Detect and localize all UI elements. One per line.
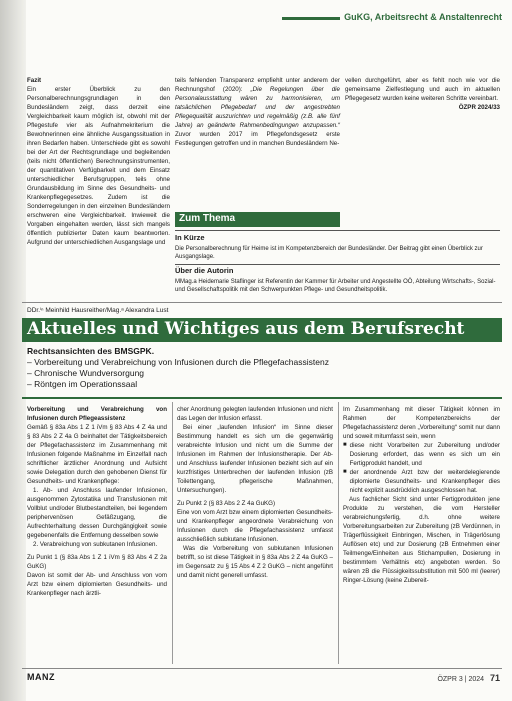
article-authors: DDr.ⁱⁿ Meinhild Hausreither/Mag.ᵃ Alexandra Lust: [27, 307, 169, 314]
bullet-icon: ■: [343, 469, 347, 475]
article-title: Aktuelles und Wichtiges aus dem Berufsrecht: [27, 319, 465, 339]
page-gutter-shadow: [0, 0, 26, 701]
body-column-1: [27, 405, 167, 598]
footer-rule: [22, 668, 502, 669]
subtitle-line: – Vorbereitung und Verabreichung von Infusionen durch die Pflegefachassistenz: [27, 357, 329, 367]
fazit-column: [27, 76, 170, 247]
col1-item-1: 1. Ab- und Anschluss laufender Infusionen, ausgenommen Zytostatika und Transfusionen mit Vollblut und/oder Blutbestandteilen, bei liegendem periphervenösen Gefäßzugang, die Aufrechterhaltung dessen Durchgängigkeit sowie gegebenenfalls die Entfernung desselben sowie: [27, 487, 167, 539]
publisher-logo: [27, 672, 55, 682]
col2-top-text1: teils fehlenden Transparenz empfiehlt unter anderem der Rechnungshof (2020):: [175, 77, 340, 93]
running-head: [282, 10, 502, 24]
kurz-rule: [175, 230, 500, 231]
bullet-icon: ■: [343, 442, 347, 448]
col2-paragraph-3: Eine von vom Arzt bzw einem diplomierten Gesundheits- und Krankenpfleger angeordnete Verabreichung von Infusionen durch die Pflegefachassistenz umfasst ausschließlich subkutane Infusionen.: [177, 509, 333, 543]
journal-issue: ÖZPR 3 | 2024: [437, 676, 485, 683]
col3-top-text: vellen durchgeführt, aber es fehlt noch wie vor die gemeinsame Zielfestlegung und auch im aktuellen Pflegegesetz wurden keine weiteren Schritte vereinbart.: [345, 77, 500, 102]
page-number: 71: [489, 673, 500, 683]
col2-paragraph-1: cher Anordnung gelegten laufenden Infusionen und nicht das Legen der Infusion erfasst.: [177, 406, 333, 422]
col3-paragraph-1: Im Zusammenhang mit dieser Tätigkeit können im Rahmen der Kompetenzbereichs der Pflegefachassistenz deren „Vorbereitung“ somit nur dann und soweit mitumfasst sein, wenn: [343, 406, 500, 440]
kurz-heading: In Kürze: [175, 233, 205, 242]
subtitle-line: – Röntgen im Operationssaal: [27, 379, 138, 389]
body-column-2: [177, 405, 333, 580]
list-item: [343, 441, 500, 468]
running-head-text: GuKG, Arbeitsrecht & Anstaltenrecht: [340, 12, 502, 22]
col3-top: [345, 76, 500, 112]
page-footer: [437, 673, 500, 683]
subtitle-line: – Chronische Wundversorgung: [27, 368, 145, 378]
col3-paragraph-2: Aus fachlicher Sicht sind unter Fertigprodukten jene Produkte zu verstehen, die vom Hersteller verabreichungsfertig, d.h. ohne weitere Vorbereitungsarbeiten zur Zubereitung (zB Verdünnen, in Trägerflüssigkeit Einbringen, Mischen, in Trägerlösung Auflösen etc) und zur Dosierung (zB Entnehmen einer Teilmenge/Einheiten aus Stichampullen, Dosierung in bestimmtem Verhältnis etc) angeboten werden. So wären zB die Flüssigkeitssubstitution mit 500 ml (leerer) Ringer-Lösung (keine Zubereit-: [343, 496, 500, 584]
zum-thema-label: Zum Thema: [175, 212, 340, 227]
col1-paragraph-1: Gemäß § 83a Abs 1 Z 1 iVm § 83 Abs 4 Z 4a und § 83 Abs 2 Z 4a G beinhaltet der Tätigkeitsbereich der Pflegefachassistenz im Zusammenhang mit Infusionen folgende Maßnahme im Einzelfall nach schriftlicher ärztlicher Anordnung und Aufsicht sowie Delegation durch den gehobenen Dienst für Gesundheits- und Krankenpflege:: [27, 424, 167, 485]
section-heading: Vorbereitung und Verabreichung von Infusionen durch Pflegeassistenz: [27, 406, 167, 422]
col3-bullet-2: der anordnende Arzt bzw der weiterdelegierende diplomierte Gesundheits- und Krankenpfleger dies nicht explizit ausdrücklich ausgeschlossen hat.: [349, 469, 500, 494]
col1-item-2: 2. Verabreichung von subkutanen Infusionen.: [33, 541, 158, 548]
publisher-name: MANZ: [27, 672, 55, 682]
autorin-rule: [175, 264, 500, 265]
rechnungshof-quote: „Die Regelungen über die Personalausstattung wären zu harmonisieren, um tatsächlichen Pflegebedarf und der angestrebten Pflegequalität auszurichten und regelmäßig (z.B. alle fünf Jahre) an geänderte Rahmenbedingungen anzupassen.“: [175, 86, 340, 129]
col2-top-text2: Zuvor wurden 2017 im Pflegefondsgesetz erste Festlegungen getroffen und in manchen Bundesländern Ne-: [175, 131, 340, 147]
col3-bullet-1: diese nicht Vorarbeiten zur Zubereitung und/oder Dosierung erfordert, das wenn es sich um ein Fertigprodukt handelt, und: [349, 442, 500, 467]
subtitle-line: Rechtsansichten des BMSGPK.: [27, 346, 155, 356]
article-subtitle: [27, 346, 497, 390]
col2-top: [175, 76, 340, 148]
fazit-paragraph: Ein erster Überblick zu den Personalberechnungsgrundlagen in den Bundesländern zeigt, dass derzeit eine Vergleichbarkeit kaum möglich ist, obwohl mit der Pflegestufe vier als Aufnahmekriterium die Bewohnerinnen eine ähnliche Ausgangssituation in ihren Bedarfen haben. Unterschiede gibt es sowohl bei der Art der Rechtsgrundlage und begleitenden (teils nicht öffentlichen) Berechnungsinstrumenten, der quantitativen Verfügbarkeit und dem Einsatz unterschiedlicher Berufsgruppen, teils ohne Grundausbildung im Sinne des Gesundheits- und Krankenpflegegesetzes. Zudem ist die Sonderregelungen in den einzelnen Bundesländern erschweren eine Vergleichbarkeit. Inwieweit die Vorgaben eingehalten werden, lässt sich mangels öffentlich publizierter Daten kaum beantworten. Aufgrund der unterschiedlichen Ausgangslage und: [27, 86, 170, 246]
body-top-rule: [22, 397, 502, 399]
col1-paragraph-2: Davon ist somit der Ab- und Anschluss von vom Arzt bzw einem diplomierten Gesundheits- und Krankenpfleger nach ärztli-: [27, 572, 167, 597]
column-divider-2: [338, 402, 339, 664]
column-divider-1: [172, 402, 173, 664]
body-column-3: [343, 405, 500, 585]
autorin-text: MMag.a Heidemarie Staflinger ist Referentin der Kammer für Arbeiter und Angestellte OÖ, Abteilung Wirtschafts-, Sozial- und Gesellschaftspolitik mit den Schwerpunkten Pflege- und Gesundheitspolitik.: [175, 279, 496, 293]
kurz-text: Die Personalberechnung für Heime ist im Kompetenzbereich der Bundesländer. Der Beitrag gibt einen Überblick zur Ausgangslage.: [175, 246, 483, 260]
col2-paragraph-4: Was die Vorbereitung von subkutanen Infusionen betrifft, so ist diese Tätigkeit in § 83a Abs 2 Z 4a GuKG – im Gegensatz zu § 15 Abs 4 Z 2 GuKG – nicht angeführt und damit nicht generell umfasst.: [177, 545, 333, 579]
fazit-heading: Fazit: [27, 77, 42, 84]
col2-subheading: Zu Punkt 2 (§ 83 Abs 2 Z 4a GuKG): [177, 500, 276, 507]
col1-subheading: Zu Punkt 1 (§ 83a Abs 1 Z 1 iVm § 83 Abs 4 Z 2a GuKG): [27, 554, 167, 570]
list-item: [343, 468, 500, 495]
col2-paragraph-2: Bei einer „laufenden Infusion“ im Sinne dieser Bestimmung handelt es sich um die gegenwärtig verabreichte Infusion und nicht um die Summe der Infusionen im Rahmen der Infusionstherapie. Der Ab- und Anschluss laufender Infusionen bezieht sich auf ein kurzfristiges Unterbrechen der laufenden Infusion (zB Toilettengang, pflegerische Maßnahmen, Untersuchungen).: [177, 424, 333, 494]
autorin-heading: Über die Autorin: [175, 266, 234, 275]
section-divider: [22, 302, 502, 303]
article-reference: ÖZPR 2024/33: [458, 104, 500, 111]
